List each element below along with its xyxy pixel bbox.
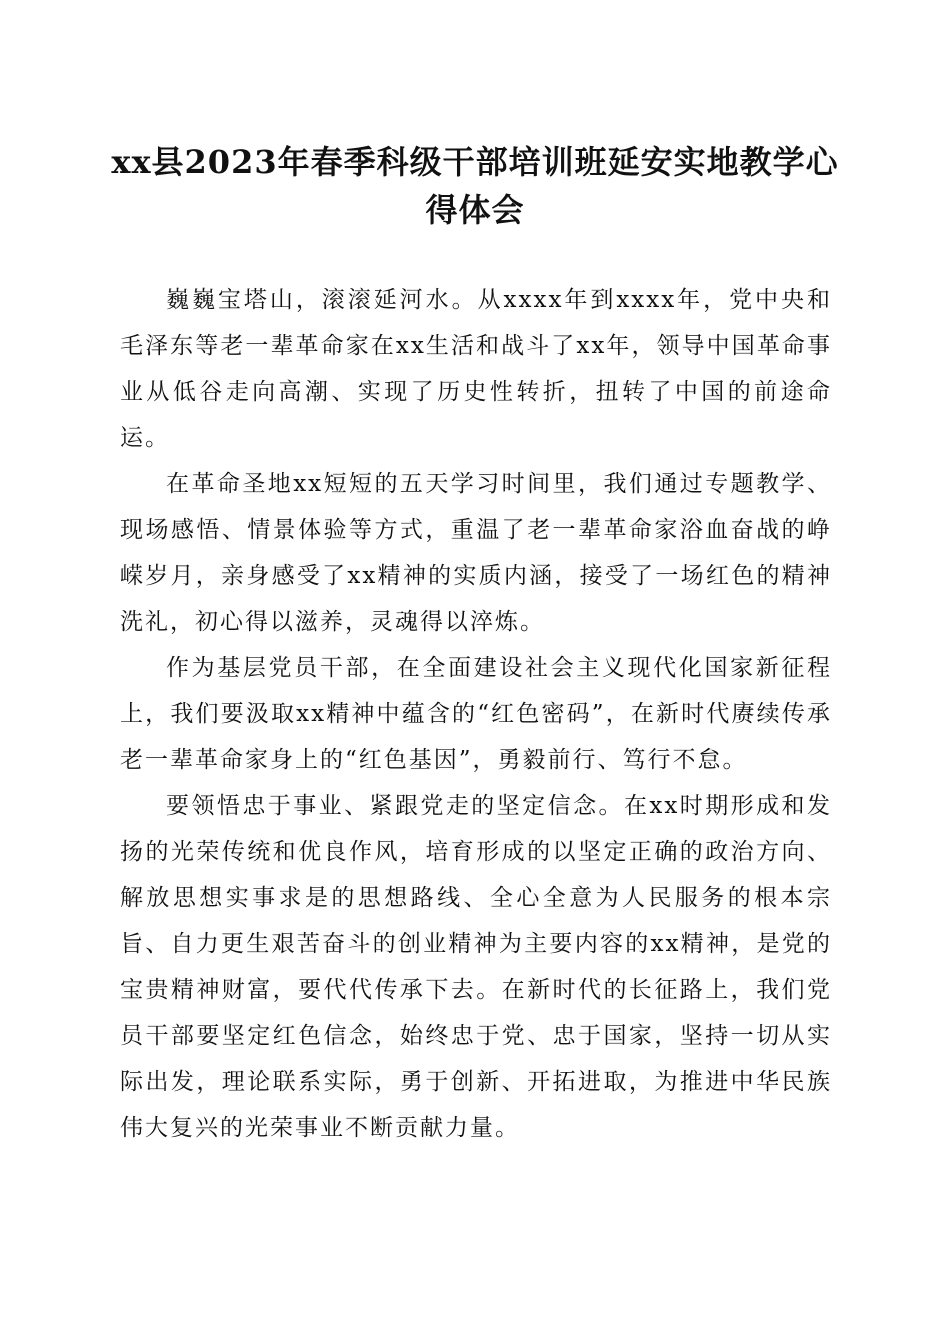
- paragraph-4: 要领悟忠于事业、紧跟党走的坚定信念。在xx时期形成和发扬的光荣传统和优良作风，培育形成的以坚定正确的政治方向、解放思想实事求是的思想路线、全心全意为人民服务的根本宗旨、自力更生艰苦奋斗的创业精神为主要内容的xx精神，是党的宝贵精神财富，要代代传承下去。在新时代的长征路上，我们党员干部要坚定红色信念，始终忠于党、忠于国家，坚持一切从实际出发，理论联系实际，勇于创新、开拓进取，为推进中华民族伟大复兴的光荣事业不断贡献力量。: [120, 793, 832, 1141]
- paragraph-3: 作为基层党员干部，在全面建设社会主义现代化国家新征程上，我们要汲取xx精神中蕴含的“红色密码”，在新时代赓续传承老一辈革命家身上的“红色基因”，勇毅前行、笃行不怠。: [120, 655, 832, 773]
- document-title: xx县2023年春季科级干部培训班延安实地教学心得体会: [111, 143, 839, 229]
- paragraph-2: 在革命圣地xx短短的五天学习时间里，我们通过专题教学、现场感悟、情景体验等方式，重温了老一辈革命家浴血奋战的峥嵘岁月，亲身感受了xx精神的实质内涵，接受了一场红色的精神洗礼，初心得以滋养，灵魂得以淬炼。: [120, 471, 832, 635]
- paragraph-1: 巍巍宝塔山，滚滚延河水。从xxxx年到xxxx年，党中央和毛泽东等老一辈革命家在xx生活和战斗了xx年，领导中国革命事业从低谷走向高潮、实现了历史性转折，扭转了中国的前途命运。: [120, 287, 832, 451]
- document-body: [120, 277, 832, 1151]
